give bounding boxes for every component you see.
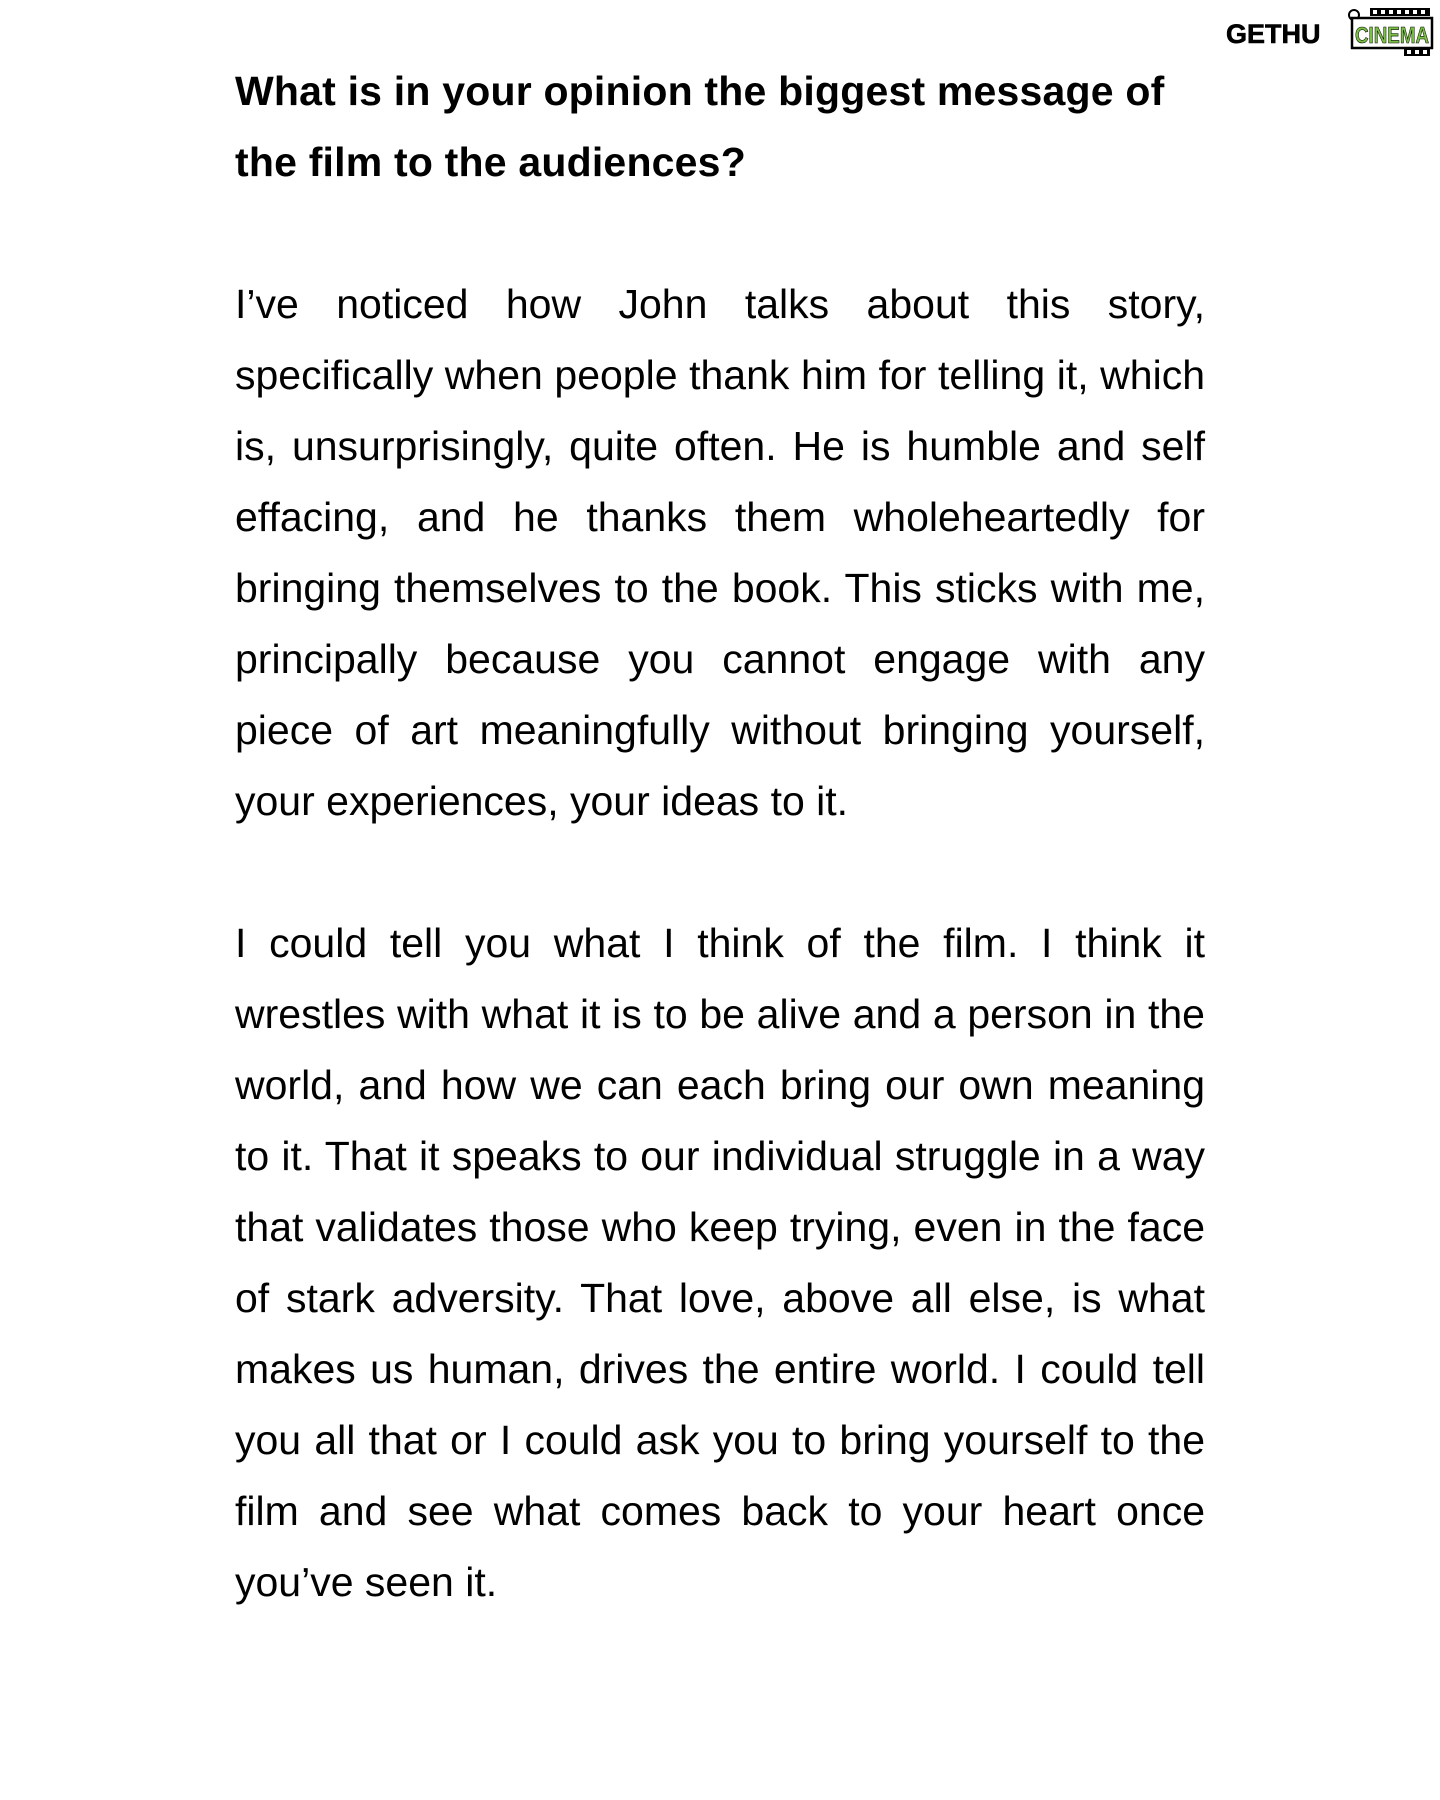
- spacer: [235, 198, 1205, 269]
- answer-paragraph-1: I’ve noticed how John talks about this story, specifically when people thank him for telling it, which is, unsurprisingly, quite often. He is humble and self effacing, and he thanks them wholeheartedly for bringing themselves to the book. This sticks with me, principally because you cannot engage with any piece of art meaningfully without bringing yourself, your experiences, your ideas to it.: [235, 281, 1205, 824]
- gethu-cinema-logo: [1222, 6, 1434, 58]
- film-reel-icon: [1222, 6, 1434, 58]
- spacer: [235, 837, 1205, 908]
- logo-text-gethu: GETHU: [1226, 19, 1321, 49]
- answer-paragraph-2: I could tell you what I think of the film. I think it wrestles with what it is to be alive and a person in the world, and how we can each bring our own meaning to it. That it speaks to our individual struggle in a way that validates those who keep trying, even in the face of stark adversity. That love, above all else, is what makes us human, drives the entire world. I could tell you all that or I could ask you to bring yourself to the film and see what comes back to your heart once you’ve seen it.: [235, 920, 1205, 1605]
- interview-question: What is in your opinion the biggest message of the film to the audiences?: [235, 68, 1165, 185]
- logo-text-cinema: CINEMA: [1355, 22, 1429, 48]
- interview-article: [235, 56, 1205, 1618]
